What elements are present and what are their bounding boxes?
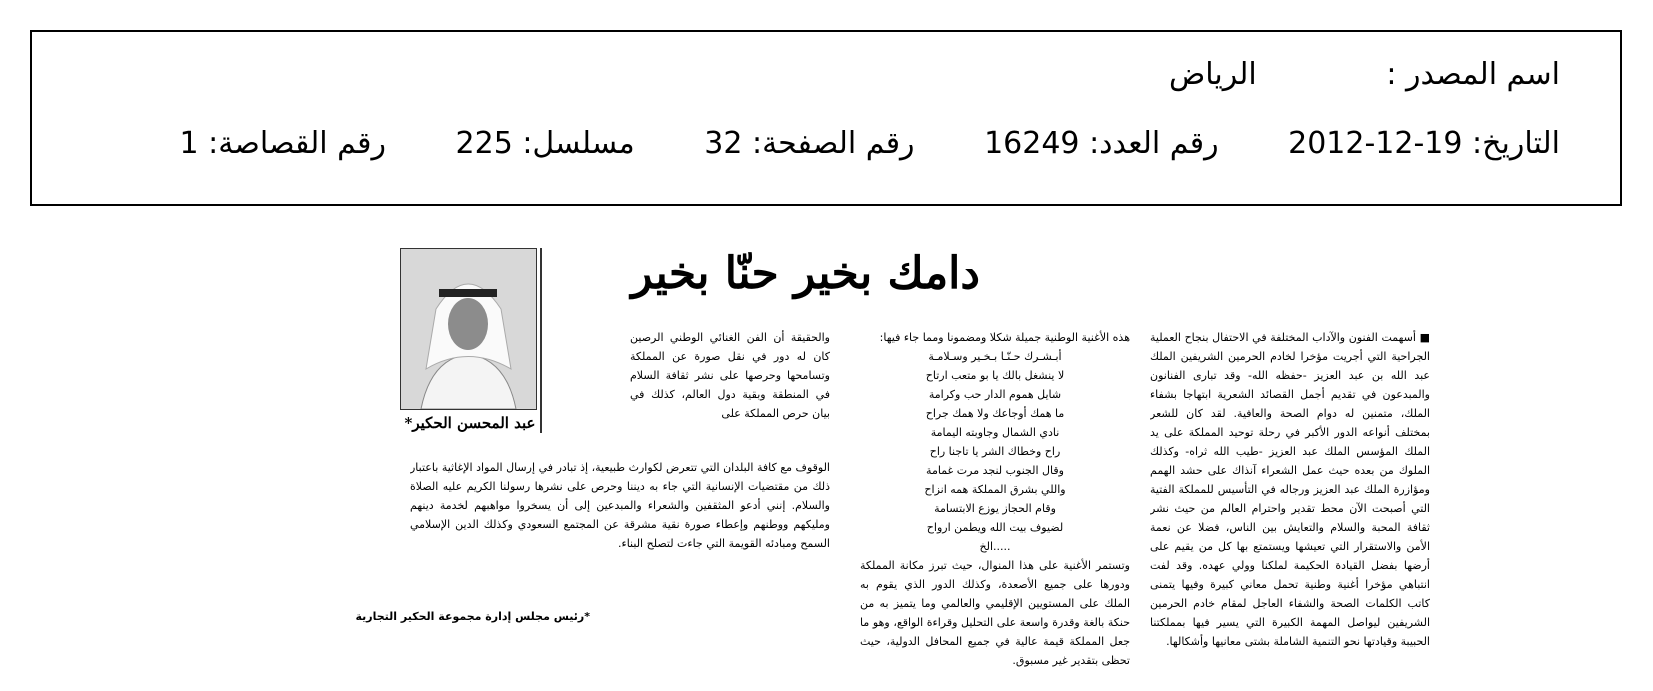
poem-line: لا ينشغل بالك يا بو متعب ارتاح bbox=[925, 369, 1065, 382]
poem-line: .....الخ bbox=[979, 540, 1011, 553]
newspaper-clipping bbox=[355, 248, 1430, 668]
clip-field bbox=[180, 126, 386, 161]
article-headline: دامك بخير حنّا بخير bbox=[631, 248, 980, 299]
author-photo bbox=[400, 248, 537, 410]
article-column-3-wide: الوقوف مع كافة البلدان التي تتعرض لكوارث طبيعية، إذ تبادر في إرسال المواد الإغاثية باعتبار ذلك من مقتضيات الإنسانية التي جاء به ديننا وحرص على نشرها رسولنا الكريم عليه الصلاة والسلام. إنني أدعو المثقفين والشعراء والمبدعين إلى أن يسخروا مواهبهم لخدمة دينهم ومليكهم ووطنهم وإعطاء صورة نقية مشرقة عن المجتمع السعودي وكذلك الدين الإسلامي السمح ومبادئه القويمة التي جاءت لتصلح البناء. bbox=[410, 461, 830, 550]
date-label: التاريخ: bbox=[1472, 126, 1560, 161]
author-byline: عبد المحسن الحكير* bbox=[404, 414, 536, 432]
poem-line: راح وخطاك الشر يا تاجنا راح bbox=[929, 445, 1061, 458]
page-value: 32 bbox=[704, 126, 743, 161]
poem-line: ما همك أوجاعك ولا همك جراح bbox=[925, 407, 1065, 420]
poem-line: شايل هموم الدار حب وكرامة bbox=[928, 388, 1062, 401]
poem-line: أبـشـرك حـنّـا بـخـير وسـلامـة bbox=[928, 350, 1062, 363]
poem-line: وقال الجنوب لنجد مرت غمامة bbox=[926, 464, 1064, 477]
serial-value: 225 bbox=[455, 126, 513, 161]
clip-value: 1 bbox=[179, 126, 199, 161]
issue-label: رقم العدد: bbox=[1089, 126, 1219, 161]
poem-outro: وتستمر الأغنية على هذا المنوال، حيث تبرز مكانة المملكة ودورها على جميع الأصعدة، وكذلك الدور الذي يقوم به الملك على المستويين الإقليمي والعالمي وما يتميز به من حنكة بالغة وقدرة واسعة على التحليل وقراءة الواقع، وهو ما جعل المملكة قيمة عالية في جميع المحافل الدولية، حيث تحظى بتقدير غير مسبوق. bbox=[860, 559, 1130, 667]
date-value: 2012-12-19 bbox=[1288, 126, 1463, 161]
serial-label: مسلسل: bbox=[522, 126, 635, 161]
issue-field bbox=[984, 126, 1218, 161]
page-field bbox=[704, 126, 914, 161]
article-column-2 bbox=[860, 328, 1130, 668]
poem-line: لضيوف بيت الله ويطمن ارواح bbox=[926, 521, 1064, 534]
serial-field bbox=[456, 126, 635, 161]
poem bbox=[860, 347, 1130, 556]
column-divider bbox=[540, 248, 542, 433]
source-row bbox=[1169, 57, 1560, 92]
poem-line: وقام الحجاز يوزع الابتسامة bbox=[934, 502, 1056, 515]
source-metadata-box bbox=[30, 30, 1622, 206]
author-footnote: *رئيس مجلس إدارة مجموعة الحكير التجارية bbox=[355, 610, 590, 623]
source-label: اسم المصدر : bbox=[1386, 57, 1560, 92]
source-value: الرياض bbox=[1168, 57, 1257, 92]
poem-line: نادي الشمال وجاوبته اليمامة bbox=[930, 426, 1060, 439]
poem-intro: هذه الأغنية الوطنية جميلة شكلا ومضمونا ومما جاء فيها: bbox=[879, 331, 1130, 344]
article-column-1: ■ أسهمت الفنون والآداب المختلفة في الاحتفال بنجاح العملية الجراحية التي أجريت مؤخرا لخادم الحرمين الشريفين الملك عبد الله بن عبد العزيز -حفظه الله- وقد تبارى الفنانون والمبدعون في تقديم أجمل القصائد الشعرية ابتهاجا بشفاء الملك، متمنين له دوام الصحة والعافية. لقد كان للشعر بمختلف أنواعه الدور الأكبر في رحلة توحيد المملكة على يد الملك المؤسس الملك عبد العزيز -طيب الله ثراه- وكذلك الملوك من بعده حيث عمل الشعراء آنذاك على حشد الهمم ومؤازرة الملك عبد العزيز ورجاله في التأسيس للمملكة الفتية التي أصبحت الآن محط تقدير واحترام العالم من حيث نشر ثقافة المحبة والسلام والتعايش بين الناس، فضلا عن نعمة الأمن والاستقرار التي تعيشها ويستمتع بها كل من يقيم على أرضها بفضل القيادة الحكيمة لملكنا وولي عهده. وقد لفت انتباهي مؤخرا أغنية وطنية تحمل معاني كبيرة وفيها يتمنى كاتب الكلمات الصحة والشفاء العاجل لمقام خادم الحرمين الشريفين ليواصل المهمة الكبيرة التي يسير فيها بمملكتنا الحبيبة وقيادتها نحو التنمية الشاملة بشتى معانيها وأشكالها. bbox=[1150, 331, 1430, 648]
clip-label: رقم القصاصة: bbox=[208, 126, 386, 161]
date-field bbox=[1288, 126, 1560, 161]
article-column-3: والحقيقة أن الفن الغنائي الوطني الرصين كان له دور في نقل صورة عن المملكة وتسامحها وحرصها على نشر ثقافة السلام في المنطقة وبقية دول العالم، كذلك في بيان حرص المملكة على bbox=[630, 331, 830, 420]
issue-value: 16249 bbox=[984, 126, 1080, 161]
poem-line: واللي بشرق المملكة همه انزاح bbox=[924, 483, 1066, 496]
page-label: رقم الصفحة: bbox=[751, 126, 915, 161]
details-row bbox=[180, 126, 1560, 161]
